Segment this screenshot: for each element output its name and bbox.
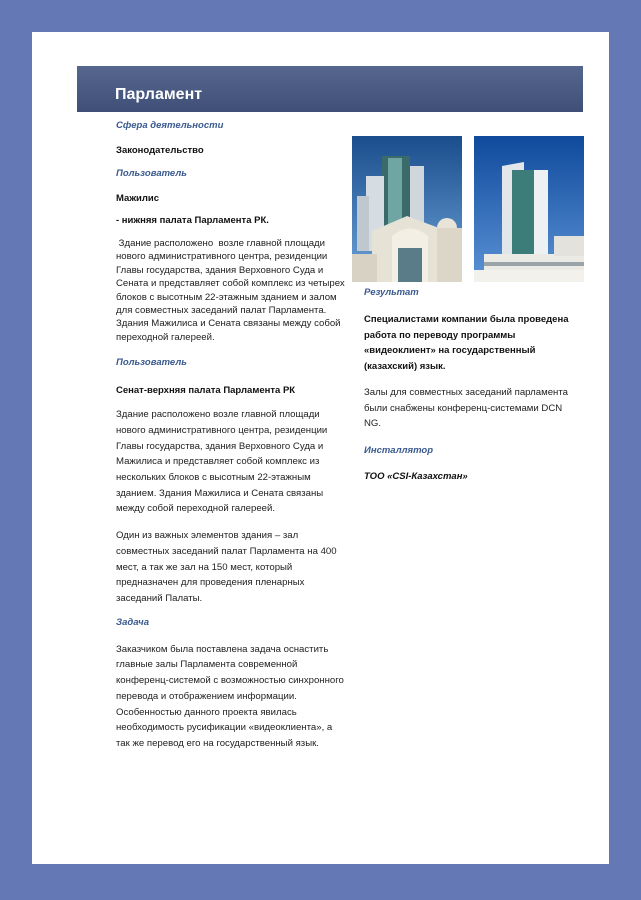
user-2-name: Сенат-верхняя палата Парламента РК	[116, 385, 296, 397]
heading-result: Результат	[364, 287, 419, 298]
heading-installer: Инсталлятор	[364, 445, 434, 457]
page-title: Парламент	[115, 86, 203, 103]
user-1-subtitle: - нижняя палата Парламента РК.	[116, 215, 269, 226]
user-2-description-2: Один из важных элементов здания – зал совместных заседаний палат Парламента на 400 мест, а так же зал на 150 мест, который предназначен для проведения пленарных заседаний Палаты.	[116, 530, 337, 604]
task-description: Заказчиком была поставлена задача оснастить главные залы Парламента современной конференц-системой с возможностью синхронного перевода и отображением информации. Особенностью данного проекта явилась необходимость русификации «видеоклиента», а так же перевод его на государственный язык.	[116, 643, 344, 749]
result-bold-text: Специалистами компании была проведена работа по переводу программы «видеоклиент» на государственный (казахский) язык.	[364, 314, 569, 372]
heading-scope: Сфера деятельности	[116, 120, 224, 131]
user-1-description: Здание расположено возле главной площади нового административного центра, резиденции Главы государства, здания Верховного Суда и Сената и представляет собой комплекс из четырех блоков с высотным 22-этажным зданием и залом для совместных заседаний палат Парламента. Здания Мажилиса и Сената связаны между собой переходной галереей.	[116, 238, 348, 343]
heading-task: Задача	[116, 616, 150, 628]
parliament-photo-1	[352, 136, 462, 282]
title-banner	[77, 66, 583, 112]
scope-text: Законодательство	[116, 145, 204, 156]
heading-user-1: Пользователь	[116, 168, 187, 179]
user-1-name: Мажилис	[116, 193, 160, 204]
result-text: Залы для совместных заседаний парламента были снабжены конференц-системами DCN NG.	[364, 387, 568, 430]
heading-user-2: Пользователь	[116, 357, 187, 369]
parliament-photo-2	[474, 136, 584, 282]
right-column	[364, 287, 579, 483]
user-2-description: Здание расположено возле главной площади нового административного центра, резиденции Главы государства, здания Верховного Суда и Мажилиса и представляет собой комплекс из нескольких блоков с высотным 22-этажным зданием. Здания Мажилиса и Сената связаны между собой переходной галереей.	[116, 409, 328, 515]
document-page	[32, 32, 609, 864]
left-column	[116, 120, 348, 752]
installer-name: ТОО «CSI-Казахстан»	[364, 471, 468, 483]
